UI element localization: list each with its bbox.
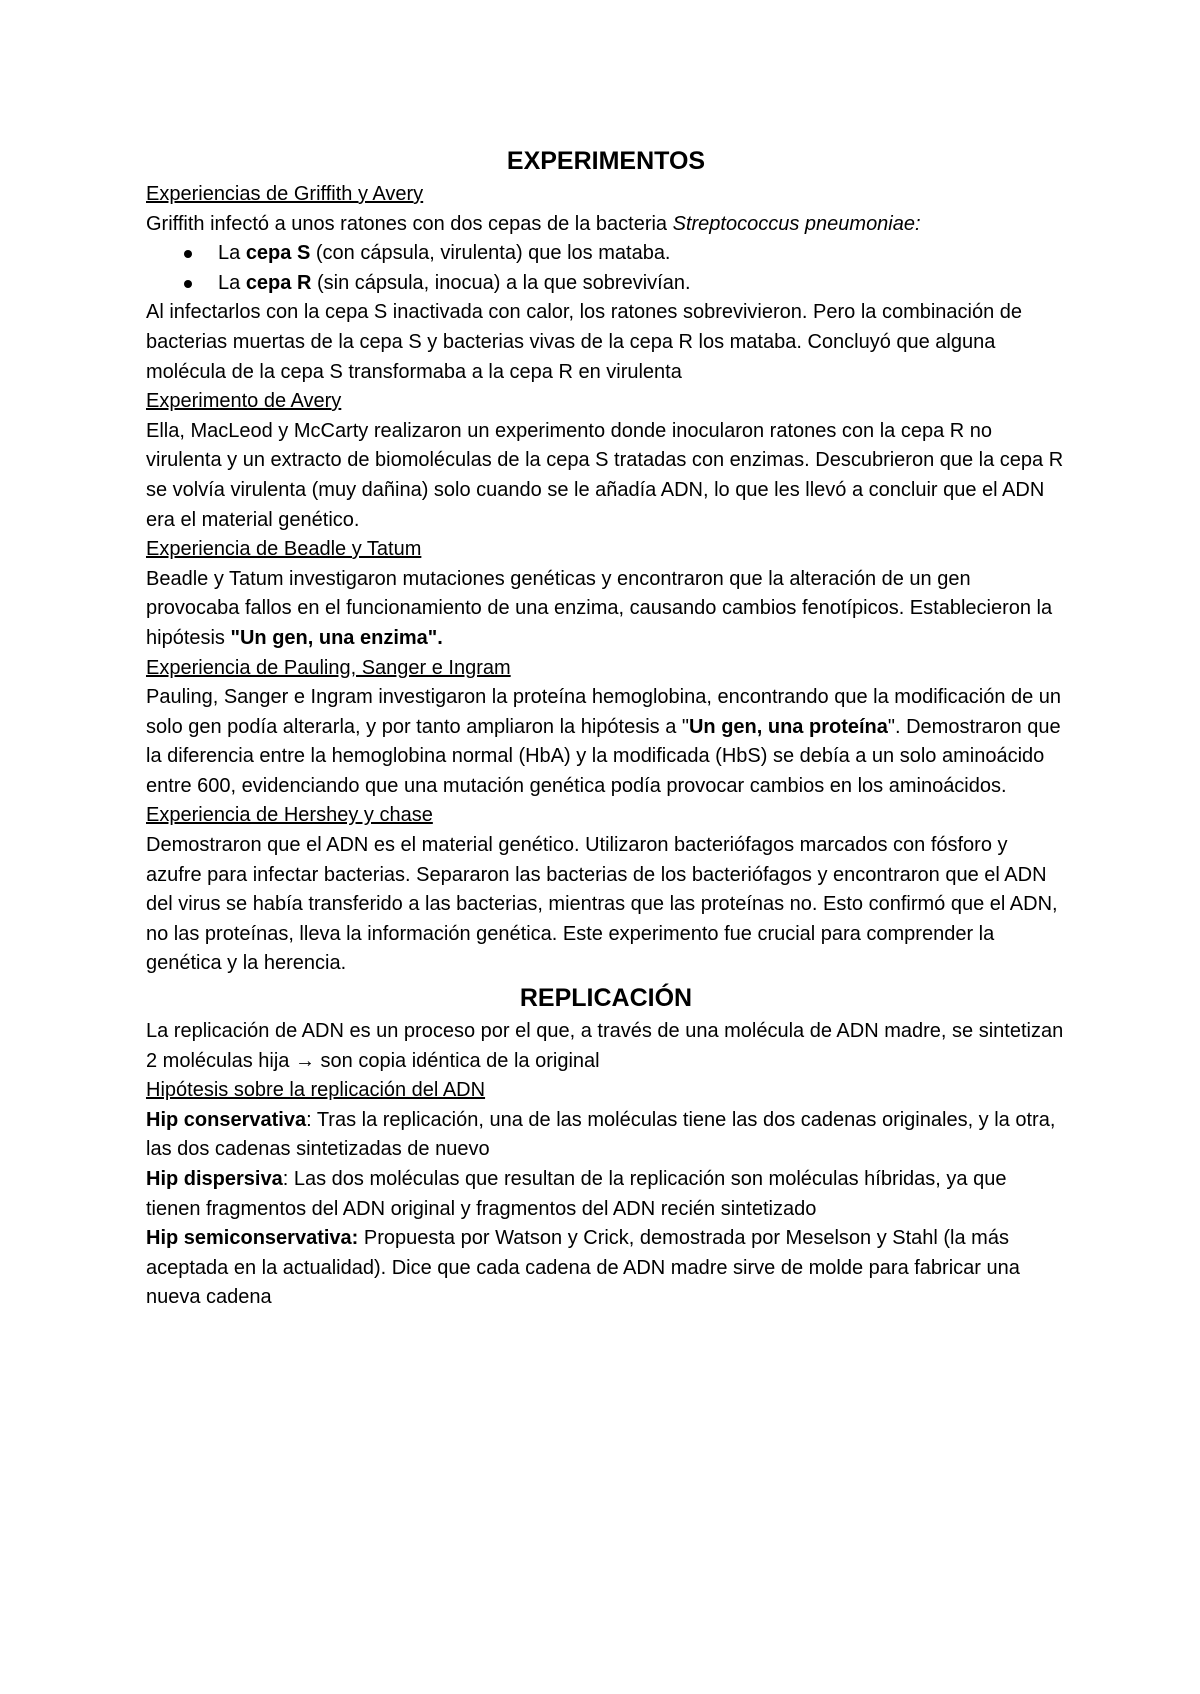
document-content — [146, 142, 1066, 1313]
paragraph-pauling-body — [146, 683, 1066, 801]
bullet-list-cepas — [146, 239, 1066, 298]
text-hip-label: Hip conservativa — [146, 1108, 307, 1131]
paragraph-hershey-body: Demostraron que el ADN es el material genético. Utilizaron bacteriófagos marcados con fósforo y azufre para infectar bacterias. Separaron las bacterias de los bacteriófagos y encontraron que el ADN del virus se había transferido a las bacterias, mientras que las proteínas no. Esto confirmó que el ADN, no las proteínas, lleva la información genética. Este experimento fue crucial para comprender la genética y la herencia. — [146, 834, 1058, 975]
paragraph-replicacion-intro: La replicación de ADN es un proceso por el que, a través de una molécula de ADN madre, se sintetizan 2 moléculas hija → son copia idéntica de la original — [146, 1020, 1064, 1072]
heading-griffith-avery: Experiencias de Griffith y Avery — [146, 183, 424, 205]
bullet-icon — [184, 280, 192, 288]
text-hip-label: Hip dispersiva — [146, 1168, 283, 1190]
text-hip-label: Hip semiconservativa: — [146, 1227, 359, 1250]
text-bullet-post: (con cápsula, virulenta) que los mataba. — [310, 242, 671, 265]
text-bullet-pre: La — [218, 242, 246, 265]
text-hip-description: : Tras la replicación, una de las moléculas tiene las dos cadenas originales, y la otra, las dos cadenas sintetizadas de nuevo — [146, 1108, 1056, 1161]
text-bullet-bold: cepa S — [245, 242, 311, 265]
paragraph-griffith-intro — [146, 210, 1066, 240]
text-beadle-body: Beadle y Tatum investigaron mutaciones genéticas y encontraron que la alteración de un gen provocaba fallos en el funcionamiento de una enzima, causando cambios fenotípicos. Establecieron la hipótesis — [146, 567, 1053, 649]
heading-hipotesis-replicacion: Hipótesis sobre la replicación del ADN — [146, 1079, 486, 1102]
heading-pauling-sanger-ingram: Experiencia de Pauling, Sanger e Ingram — [146, 656, 511, 679]
text-beadle-hypothesis: "Un gen, una enzima". — [230, 626, 443, 649]
text-hip-description: Propuesta por Watson y Crick, demostrada por Meselson y Stahl (la más aceptada en la actualidad). Dice que cada cadena de ADN madre sirve de molde para fabricar una nueva cadena — [146, 1227, 1020, 1309]
list-item-cepa-s — [146, 239, 1066, 269]
text-pauling-body-1: Pauling, Sanger e Ingram investigaron la proteína hemoglobina, encontrando que la modificación de un solo gen podía alterarla, y por tanto ampliaron la hipótesis a " — [146, 686, 1062, 738]
heading-avery: Experimento de Avery — [146, 390, 342, 413]
text-bullet-bold: cepa R — [245, 271, 312, 294]
text-griffith-intro: Griffith infectó a unos ratones con dos cepas de la bacteria — [146, 212, 673, 235]
paragraph-griffith-body: Al infectarlos con la cepa S inactivada con calor, los ratones sobrevivieron. Pero la combinación de bacterias muertas de la cepa S y bacterias vivas de la cepa R los mataba. Concluyó que alguna molécula de la cepa S transformaba a la cepa R en virulenta — [146, 301, 1023, 383]
paragraph-hip-semiconservativa — [146, 1224, 1066, 1313]
text-hip-description: : Las dos moléculas que resultan de la replicación son moléculas híbridas, ya que tienen fragmentos del ADN original y fragmentos del ADN recién sintetizado — [146, 1168, 1007, 1220]
text-pauling-body-2: ". Demostraron que la diferencia entre la hemoglobina normal (HbA) y la modificada (HbS) se debía a un solo aminoácido entre 600, evidenciando que una mutación genética podía provocar cambios en los aminoácidos. — [146, 715, 1061, 797]
paragraph-hip-dispersiva — [146, 1165, 1066, 1224]
heading-hershey-chase: Experiencia de Hershey y chase — [146, 804, 433, 827]
text-species-name: Streptococcus pneumoniae: — [672, 212, 921, 235]
bullet-icon — [184, 250, 192, 258]
paragraph-beadle-body — [146, 565, 1066, 654]
text-pauling-hypothesis: Un gen, una proteína — [688, 715, 888, 738]
text-bullet-post: (sin cápsula, inocua) a la que sobrevivían. — [311, 271, 691, 294]
paragraph-hip-conservativa — [146, 1106, 1066, 1165]
section-title-replicacion: REPLICACIÓN — [519, 984, 693, 1013]
list-item-cepa-r — [146, 269, 1066, 299]
heading-beadle-tatum: Experiencia de Beadle y Tatum — [146, 538, 422, 561]
paragraph-avery-body: Ella, MacLeod y McCarty realizaron un experimento donde inocularon ratones con la cepa R no virulenta y un extracto de biomoléculas de la cepa S tratadas con enzimas. Descubrieron que la cepa R se volvía virulenta (muy dañina) solo cuando se le añadía ADN, lo que les llevó a concluir que el ADN era el material genético. — [146, 419, 1064, 531]
text-bullet-pre: La — [218, 271, 246, 294]
section-title-experimentos: EXPERIMENTOS — [506, 147, 706, 175]
